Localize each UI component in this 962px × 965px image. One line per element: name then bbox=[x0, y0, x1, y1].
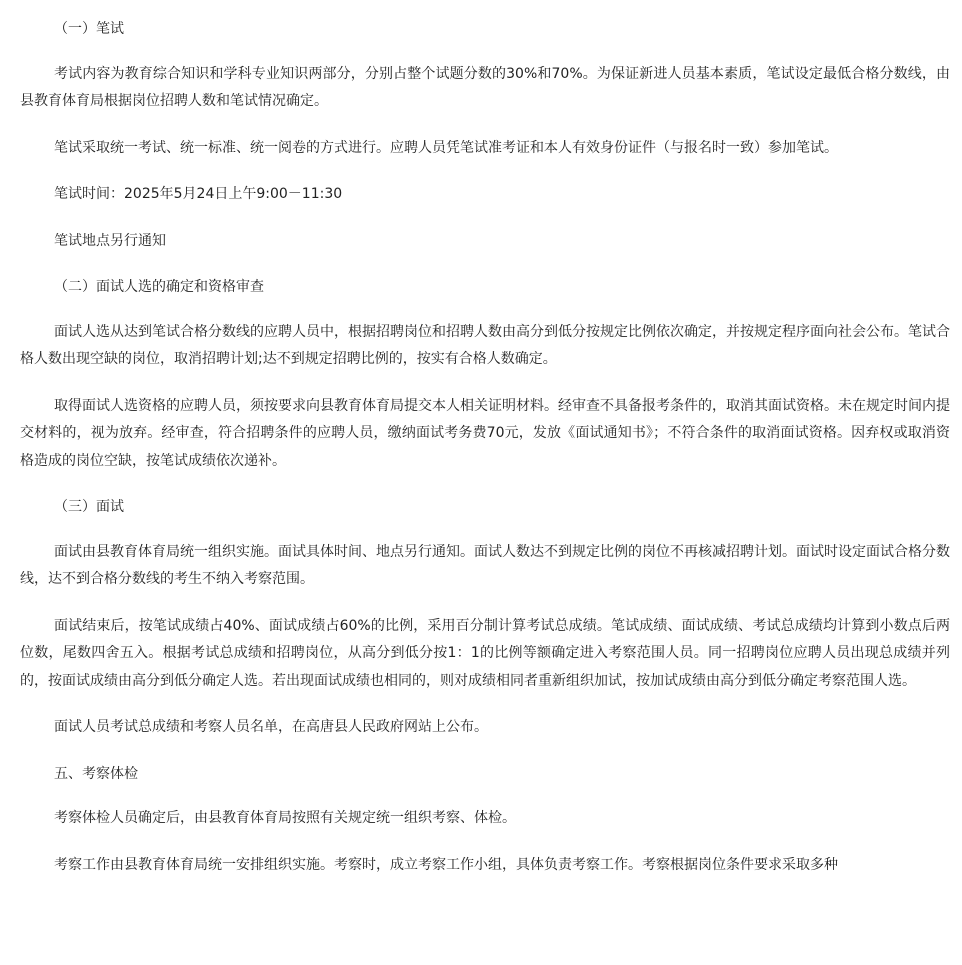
inspection-organization: 考察体检人员确定后，由县教育体育局按照有关规定统一组织考察、体检。 bbox=[54, 810, 516, 826]
inspection-work: 考察工作由县教育体育局统一安排组织实施。考察时，成立考察工作小组，具体负责考察工作。考察根据岗位条件要求采取多种 bbox=[54, 856, 838, 873]
results-announcement: 面试人员考试总成绩和考察人员名单，在高唐县人民政府网站上公布。 bbox=[54, 719, 488, 735]
written-exam-time: 笔试时间：2025年5月24日上午9:00－11:30 bbox=[54, 186, 343, 202]
inspection-heading: 五、考察体检 bbox=[54, 765, 138, 782]
interview-selection-heading: （二）面试人选的确定和资格审查 bbox=[54, 279, 264, 295]
qualification-review: 取得面试人选资格的应聘人员，须按要求向县教育体育局提交本人相关证明材料。经审查不具备报考条件的，取消其面试资格。未在规定时间内提交材料的，视为放弃。经审查，符合招聘条件的应聘人员，缴纳面试考务费70元，发放《面试通知书》；不符合条件的取消面试资格。因弃权或取消资格造成的岗位空缺，按笔试成绩依次递补。 bbox=[20, 397, 950, 469]
interview-organization: 面试由县教育体育局统一组织实施。面试具体时间、地点另行通知。面试人数达不到规定比例的岗位不再核减招聘计划。面试时设定面试合格分数线，达不到合格分数线的考生不纳入考察范围。 bbox=[20, 543, 950, 587]
written-exam-content: 考试内容为教育综合知识和学科专业知识两部分，分别占整个试题分数的30%和70%。为保证新进人员基本素质，笔试设定最低合格分数线，由县教育体育局根据岗位招聘人数和笔试情况确定。 bbox=[20, 65, 950, 109]
written-exam-heading: （一）笔试 bbox=[54, 21, 124, 37]
written-exam-location: 笔试地点另行通知 bbox=[54, 232, 166, 249]
interview-heading: （三）面试 bbox=[54, 499, 124, 515]
interview-selection-rule: 面试人选从达到笔试合格分数线的应聘人员中，根据招聘岗位和招聘人数由高分到低分按规定比例依次确定，并按规定程序面向社会公布。笔试合格人数出现空缺的岗位，取消招聘计划;达不到规定招聘比例的，按实有合格人数确定。 bbox=[20, 323, 950, 367]
document-body bbox=[20, 16, 950, 898]
written-exam-method: 笔试采取统一考试、统一标准、统一阅卷的方式进行。应聘人员凭笔试准考证和本人有效身份证件（与报名时一致）参加笔试。 bbox=[54, 139, 838, 156]
total-score-calculation: 面试结束后，按笔试成绩占40%、面试成绩占60%的比例，采用百分制计算考试总成绩。笔试成绩、面试成绩、考试总成绩均计算到小数点后两位数，尾数四舍五入。根据考试总成绩和招聘岗位，从高分到低分按1：1的比例等额确定进入考察范围人员。同一招聘岗位应聘人员出现总成绩并列的，按面试成绩由高分到低分确定人选。若出现面试成绩也相同的，则对成绩相同者重新组织加试，按加试成绩由高分到低分确定考察范围人选。 bbox=[20, 617, 950, 689]
